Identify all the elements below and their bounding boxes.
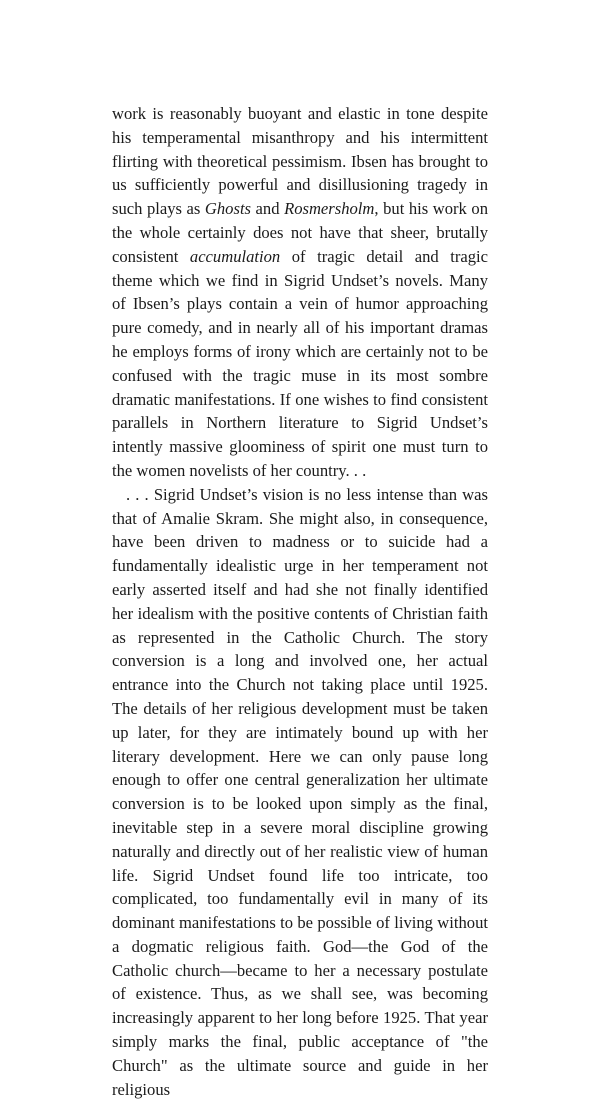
paragraph-1: [112, 102, 488, 483]
paragraph-1-run: work is reasonably buoyant and elastic in tone despite his temperamental misanthropy and his intermittent flirting with theoretical pessimism. Ibsen has brought to us sufficiently powerful and disillusioning tragedy in such plays as: [112, 104, 488, 219]
paragraph-2: [112, 483, 488, 1101]
paragraph-1-run: of tragic detail and tragic theme which we find in Sigrid Undset’s novels. Many of Ibsen’s plays contain a vein of humor approaching pure comedy, and in nearly all of his important dramas he employs forms of irony which are certainly not to be confused with the tragic muse in its most sombre dramatic manifestations. If one wishes to find consistent parallels in Northern literature to Sigrid Undset’s intently massive gloominess of spirit one must turn to the women novelists of her country. . .: [112, 246, 488, 480]
paragraph-2-run: . . . Sigrid Undset’s vision is no less intense than was that of Amalie Skram. She might also, in consequence, have been driven to madness or to suicide had a fundamentally idealistic urge in her temperament not early asserted itself and had she not finally identified her idealism with the positive contents of Christian faith as represented in the Catholic Church. The story conversion is a long and involved one, her actual entrance into the Church not taking place until 1925. The details of her religious development must be taken up later, for they are intimately bound up with her literary development. Here we can only pause long enough to offer one central generalization her ultimate conversion is to be looked upon simply as the final, inevitable step in a severe moral discipline growing naturally and directly out of her realistic view of human life. Sigrid Undset found life too intricate, too complicated, too fundamentally evil in many of its dominant manifestations to be possible of living without a dogmatic religious faith. God—the God of the Catholic church—became to her a necessary postulate of existence. Thus, as we shall see, was becoming increasingly apparent to her long before 1925. That year simply marks the final, public acceptance of "the Church" as the ultimate source and guide in her religious: [112, 484, 488, 1099]
play-title-ghosts: Ghosts: [204, 199, 252, 219]
paragraph-1-run: and: [251, 199, 285, 219]
emphasis-accumulation: accumulation: [189, 246, 281, 266]
play-title-rosmersholm: Rosmersholm: [284, 199, 375, 219]
page-body: [112, 102, 488, 1101]
paragraph-1-run: , but his work on the whole certainly does not have that sheer, brutally consistent: [112, 199, 488, 266]
